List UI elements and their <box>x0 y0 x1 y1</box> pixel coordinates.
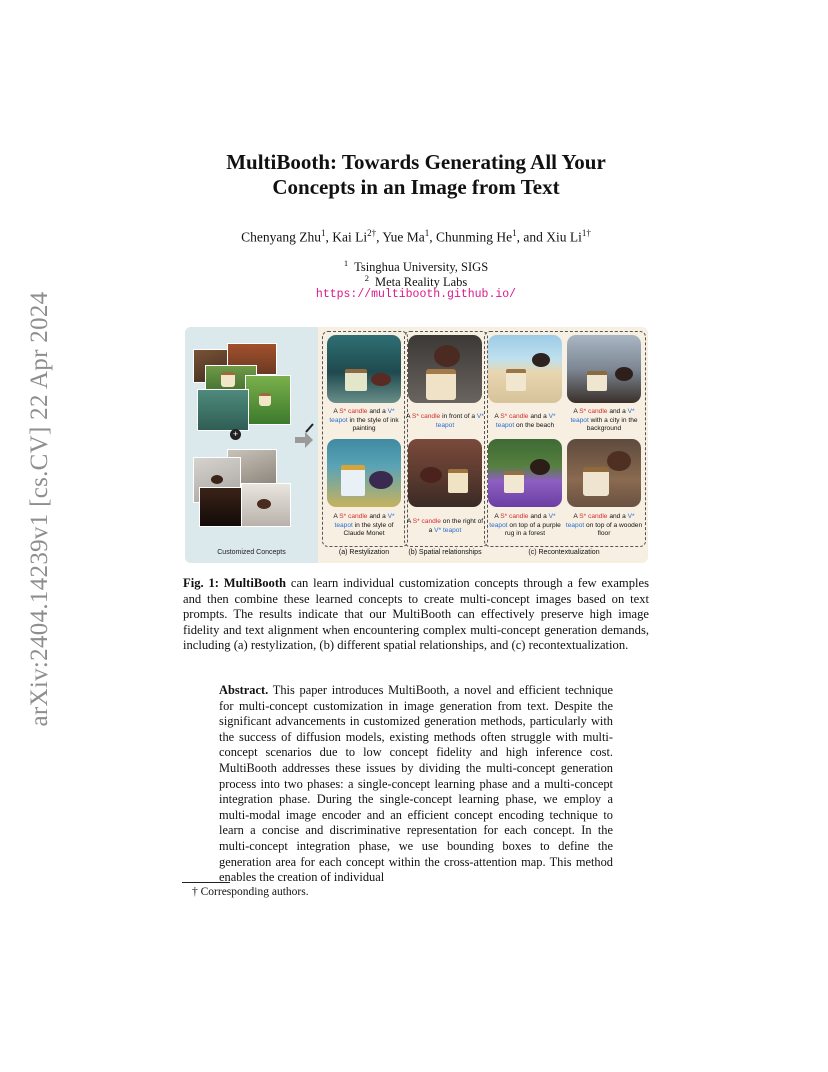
concept-token-teapot: teapot <box>495 421 515 429</box>
concept-photo <box>199 487 245 527</box>
caption-beach <box>486 413 564 430</box>
concept-token-teapot: V* teapot <box>565 513 635 529</box>
customized-concepts-label: Customized Concepts <box>217 549 286 556</box>
result-image-floor <box>567 439 641 507</box>
caption-text: A <box>573 408 580 415</box>
author-mark: 2† <box>367 228 377 238</box>
caption-text: on top of a purple rug in a forest <box>504 521 561 537</box>
candle-shape <box>221 372 235 387</box>
figure-1 <box>185 327 648 563</box>
caption-text: A <box>494 413 501 420</box>
teapot-shape <box>257 499 271 509</box>
caption-text: A <box>573 513 580 520</box>
author-mark: 1 <box>321 228 326 238</box>
pencil-arrow-icon <box>293 423 315 449</box>
author-mark: 1† <box>581 228 591 238</box>
result-image-city <box>567 335 641 403</box>
concept-token-candle: S* candle <box>412 413 441 420</box>
label-recontext: (c) Recontextualization <box>528 549 600 556</box>
caption-text: in front of a <box>440 413 477 420</box>
figure-caption <box>183 576 649 654</box>
abstract <box>219 683 613 886</box>
abstract-label: Abstract. <box>219 683 269 697</box>
result-image-ink <box>327 335 401 403</box>
caption-text: and a <box>367 408 388 415</box>
author-name: Kai Li <box>332 229 368 245</box>
concept-token-teapot: teapot <box>570 416 589 424</box>
concept-token-teapot: teapot <box>334 521 353 529</box>
affiliation-mark: 2 <box>364 273 369 283</box>
concept-token-teapot: V* teapot <box>435 413 484 429</box>
caption-monet <box>325 513 403 539</box>
concept-token-candle: S* candle <box>579 408 608 415</box>
author-and: and <box>523 229 547 245</box>
concept-token-candle: S* candle <box>579 513 608 520</box>
caption-forest <box>486 513 564 539</box>
caption-text: A <box>333 513 340 520</box>
result-image-beach <box>488 335 562 403</box>
caption-ink <box>325 408 403 434</box>
affiliation-name: Tsinghua University, SIGS <box>354 260 489 275</box>
caption-text: and a <box>367 513 388 520</box>
author-name: Chenyang Zhu <box>241 229 321 245</box>
caption-text: on the right of a <box>428 518 484 534</box>
concept-token-teapot: V* <box>627 408 635 415</box>
caption-text: and a <box>528 413 549 420</box>
candle-shape <box>259 393 271 406</box>
figure-label: Fig. 1: <box>183 576 219 590</box>
caption-text: with a city in the background <box>586 416 638 432</box>
author-name: Chunming He <box>436 229 513 245</box>
concept-token-candle: S* candle <box>412 518 441 525</box>
label-restylization: (a) Restylization <box>338 549 390 556</box>
result-image-right <box>408 439 482 507</box>
concept-token-teapot: V* <box>548 513 556 520</box>
caption-text: A <box>494 513 501 520</box>
concept-token-candle: S* candle <box>500 513 529 520</box>
affiliation-mark: 1 <box>343 258 349 268</box>
caption-text: and a <box>607 513 628 520</box>
concept-token-candle: S* candle <box>500 413 529 420</box>
concept-token-teapot: V* <box>387 513 395 520</box>
caption-text: and a <box>607 408 628 415</box>
footnote-divider <box>182 882 230 883</box>
paper-title <box>180 150 652 200</box>
caption-front <box>406 413 484 430</box>
arxiv-sidebar-stamp <box>26 284 54 734</box>
title-line-2: Concepts in an Image from Text <box>272 175 560 199</box>
author-list: Chenyang Zhu$^1$, Kai $Li^{2\dagger}$, Yue Ma$^1$, Chunming He$^1$, and Xiu $Li^{1\dagger}$ <box>241 228 591 245</box>
concept-token-candle: S* candle <box>339 513 368 520</box>
concept-photo <box>197 389 249 431</box>
concept-token-teapot: V* <box>548 413 556 420</box>
concept-token-teapot: teapot <box>489 521 508 529</box>
caption-text: A <box>406 413 412 420</box>
label-spatial: (b) Spatial relationships <box>408 549 482 556</box>
caption-text: and a <box>528 513 549 520</box>
author-mark: 1 <box>512 228 517 238</box>
result-image-monet <box>327 439 401 507</box>
caption-text: on the beach <box>514 421 555 429</box>
result-image-front <box>408 335 482 403</box>
caption-text: A <box>406 518 413 525</box>
concept-token-teapot: V* teapot <box>434 526 462 534</box>
figure-caption-text: can learn individual customization concepts through a few examples and then combine these learned concepts to create multi-concept images based on text prompts. The results indicate that our MultiBooth can effectively preserve high image fidelity and text alignment when encountering complex multi-concept generation demands, including (a) restylization, (b) different spatial relationships, and (c) recontextualization. <box>183 576 650 653</box>
author-name: Yue Ma <box>382 229 425 245</box>
title-line-1: MultiBooth: Towards Generating All Your <box>226 150 606 174</box>
figure-caption-bold: MultiBooth <box>223 576 287 590</box>
result-image-forest <box>488 439 562 507</box>
footnote: † Corresponding authors. <box>192 886 309 898</box>
caption-text: in the style of Claude Monet <box>343 521 394 537</box>
concept-token-teapot: teapot <box>329 416 348 424</box>
plus-icon: + <box>230 429 241 440</box>
concept-token-candle: S* candle <box>339 408 368 415</box>
caption-text: in the style of ink painting <box>347 416 399 432</box>
arxiv-id: arXiv:2404.14239v1 [cs.CV] 22 Apr 2024 <box>26 291 53 727</box>
teapot-shape <box>211 475 223 484</box>
abstract-text: This paper introduces MultiBooth, a novel and efficient technique for multi-concept customization in image generation from text. Despite the significant advancements in customized generation methods, particularly with the success of diffusion models, existing methods often struggle with multi-concept scenarios due to low concept fidelity and high inference cost. MultiBooth addresses these issues by dividing the multi-concept generation process into two phases: a single-concept learning phase and a multi-concept integration phase. During the single-concept learning phase, we employ a multi-modal image encoder and an efficient concept encoding technique to learn a concise and discriminative representation for each concept. In the multi-concept integration phase, we use bounding boxes to define the generation area for each concept within the cross-attention map. This method enables the creation of individual <box>219 683 613 885</box>
concept-token-teapot: V* <box>387 408 395 415</box>
author-mark: 1 <box>424 228 430 238</box>
caption-text: on top of a wooden floor <box>584 521 643 537</box>
author-name: Xiu Li <box>546 229 582 245</box>
caption-right <box>406 518 484 535</box>
caption-floor <box>565 513 643 539</box>
caption-city <box>565 408 643 434</box>
project-url-link[interactable]: https://multibooth.github.io/ <box>315 288 517 301</box>
affiliation-name: Meta Reality Labs <box>374 275 468 290</box>
caption-text: A <box>333 408 340 415</box>
